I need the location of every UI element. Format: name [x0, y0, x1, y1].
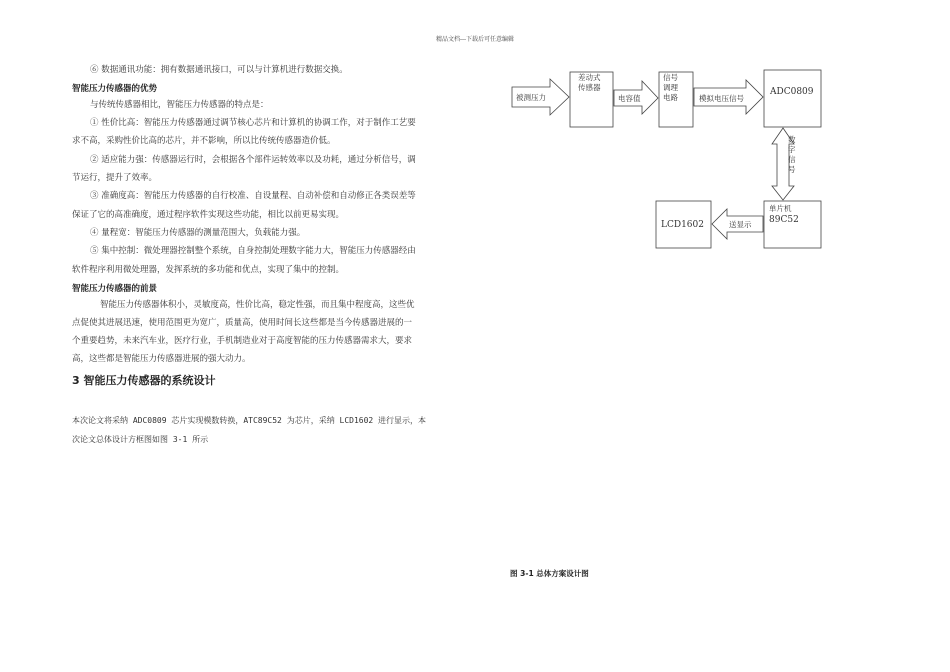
future-line2: 点促使其进展迅速，使用范围更为宽广，质量高，使用时间长这些都是当今传感器进展的一 [72, 318, 413, 328]
label-mcu-1: 单片机 [769, 204, 792, 213]
design-line2: 次论文总体设计方框图如图 3-1 所示 [72, 435, 209, 444]
label-sensor-2: 传感器 [578, 83, 601, 92]
label-lcd: LCD1602 [661, 220, 704, 230]
label-digital-1: 数 [788, 135, 796, 144]
section-3-heading: 3 智能压力传感器的系统设计 [72, 374, 216, 387]
data-comm-item: ⑥ 数据通讯功能：拥有数据通讯接口，可以与计算机进行数据交换。 [90, 65, 348, 75]
advantage-3-line1: ③ 准确度高：智能压力传感器的自行校准、自设量程、自动补偿和自动修正各类误差等 [90, 191, 416, 201]
label-digital-2: 字 [788, 145, 796, 154]
advantage-3-line2: 保证了它的高准确度，通过程序软件实现这些功能，相比以前更易实现。 [72, 210, 345, 220]
future-line4: 高，这些都是智能压力传感器进展的强大动力。 [72, 354, 251, 364]
advantage-5-line2: 软件程序利用微处理器，发挥系统的多功能和优点，实现了集中的控制。 [72, 265, 345, 275]
advantage-1-line1: ① 性价比高：智能压力传感器通过调节核心芯片和计算机的协调工作，对于制作工艺要 [90, 118, 416, 128]
advantages-heading: 智能压力传感器的优势 [72, 84, 158, 94]
adc-box [764, 70, 821, 127]
future-heading: 智能压力传感器的前景 [72, 284, 158, 294]
advantage-1-line2: 求不高，采购性价比高的芯片，并不影响，所以比传统传感器造价低。 [72, 136, 336, 146]
label-mcu-2: 89C52 [769, 215, 799, 225]
label-cond-3: 电路 [663, 93, 678, 102]
label-analog: 模拟电压信号 [699, 94, 744, 103]
label-pressure: 被测压力 [516, 93, 546, 102]
label-digital-3: 信 [788, 155, 796, 164]
future-line3: 个重要趋势，未来汽车业，医疗行业，手机制造业对于高度智能的压力传感器需求大，要求 [72, 336, 413, 346]
advantages-intro: 与传统传感器相比，智能压力传感器的特点是： [90, 100, 269, 110]
label-cond-2: 调理 [663, 83, 678, 92]
label-sensor-1: 差动式 [578, 73, 601, 82]
advantage-2-line1: ② 适应能力强：传感器运行时，会根据各个部件运转效率以及功耗，通过分析信号，调 [90, 155, 416, 165]
advantage-2-line2: 节运行，提升了效率。 [72, 173, 158, 183]
design-line1: 本次论文将采纳 ADC0809 芯片实现模数转换，ATC89C52 为芯片，采纳 LCD1602 进行显示，本 [72, 416, 427, 425]
advantage-4: ④ 量程宽：智能压力传感器的测量范围大，负载能力强。 [90, 228, 306, 238]
label-digital-4: 号 [788, 165, 796, 174]
label-adc: ADC0809 [770, 87, 814, 97]
label-cond-1: 信号 [663, 73, 678, 82]
figure-caption: 图 3-1 总体方案设计图 [510, 569, 589, 578]
future-line1: 智能压力传感器体积小，灵敏度高，性价比高，稳定性强，而且集中程度高，这些优 [100, 300, 415, 310]
label-send-display: 送显示 [729, 220, 752, 229]
page-header: 精品文档---下载后可任意编辑 [435, 36, 515, 43]
label-capacitance: 电容值 [618, 94, 641, 103]
advantage-5-line1: ⑤ 集中控制：微处理器控制整个系统，自身控制处理数字能力大，智能压力传感器经由 [90, 246, 416, 256]
